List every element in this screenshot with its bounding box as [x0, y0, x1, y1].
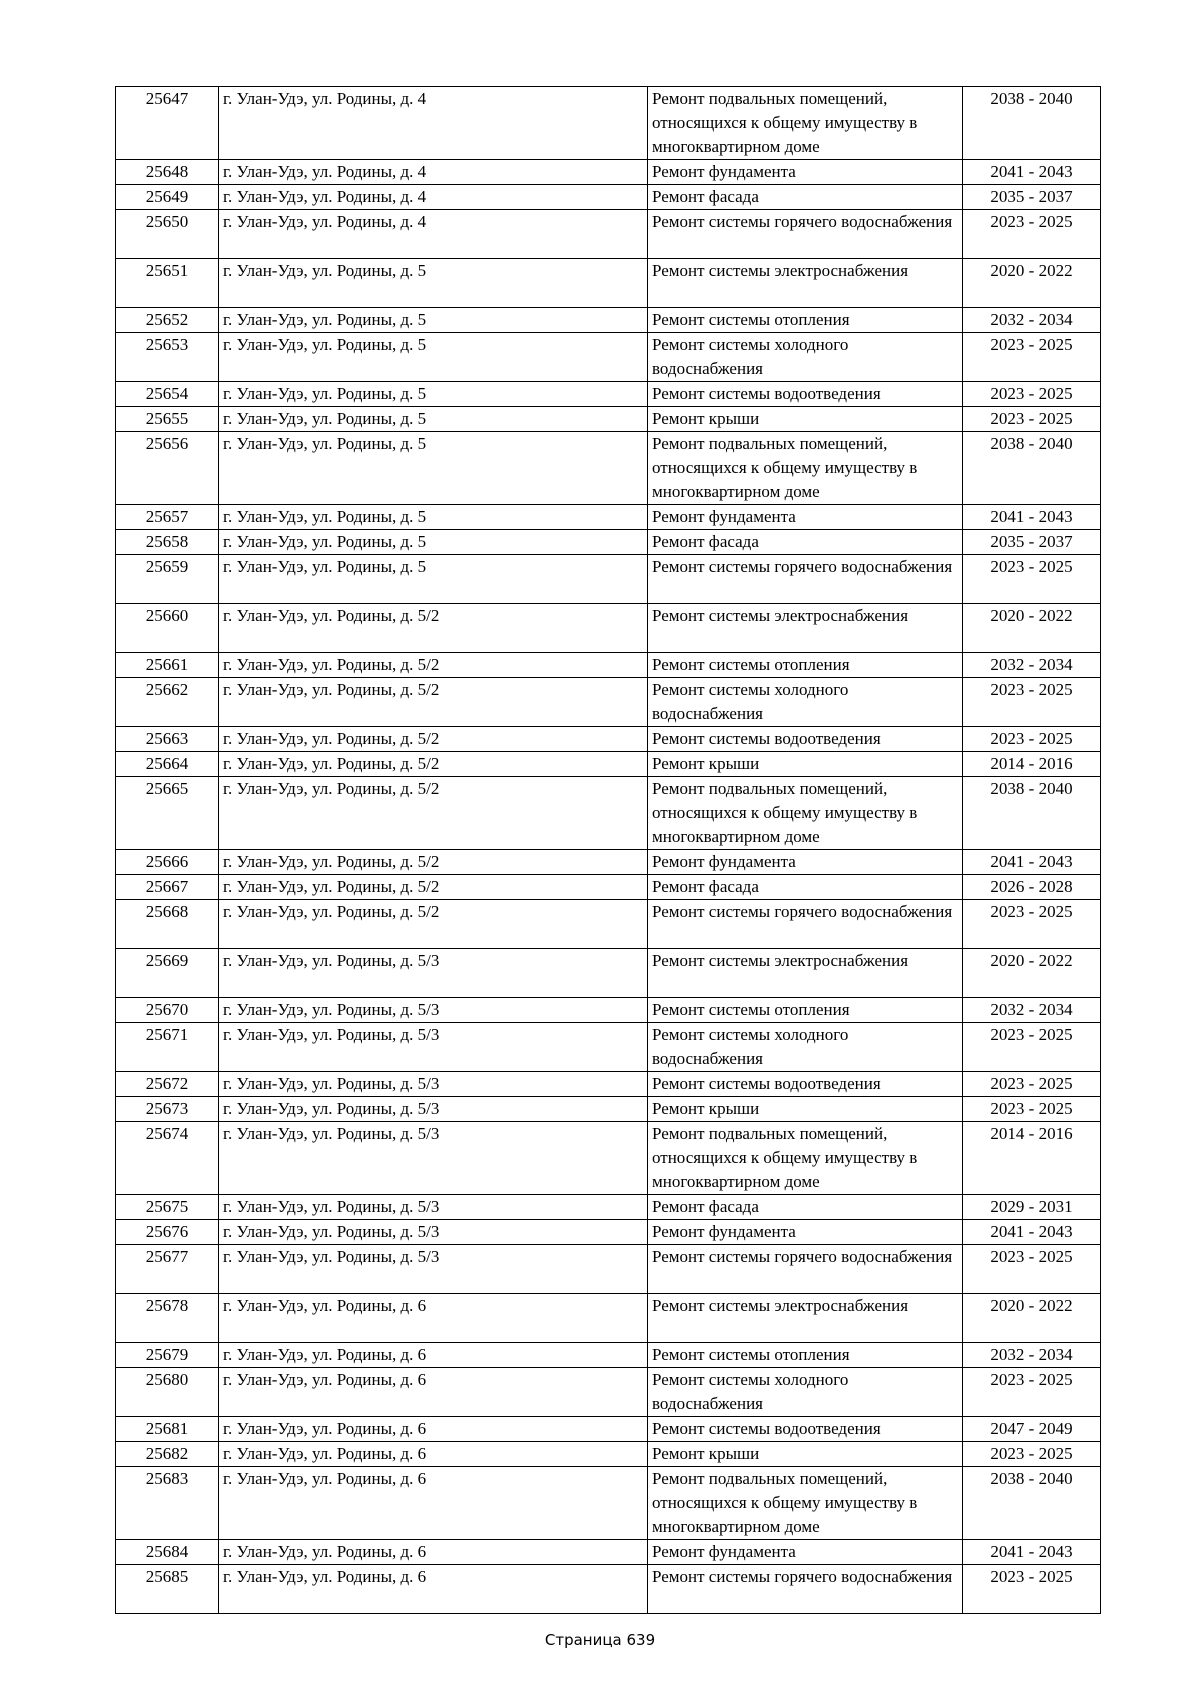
address-cell: г. Улан-Удэ, ул. Родины, д. 5/2	[219, 777, 648, 850]
table-row	[116, 1122, 1101, 1195]
address-cell: г. Улан-Удэ, ул. Родины, д. 6	[219, 1540, 648, 1565]
address-cell: г. Улан-Удэ, ул. Родины, д. 5	[219, 530, 648, 555]
table-row	[116, 949, 1101, 998]
work-type-cell: Ремонт подвальных помещений, относящихся к общему имуществу в многоквартирном доме	[648, 1122, 963, 1195]
row-number-cell: 25652	[116, 308, 219, 333]
row-number-cell: 25666	[116, 850, 219, 875]
years-cell: 2029 - 2031	[963, 1195, 1101, 1220]
years-cell: 2020 - 2022	[963, 259, 1101, 308]
row-number-cell: 25683	[116, 1467, 219, 1540]
table-row	[116, 210, 1101, 259]
work-type-cell: Ремонт крыши	[648, 1442, 963, 1467]
address-cell: г. Улан-Удэ, ул. Родины, д. 5	[219, 308, 648, 333]
row-number-cell: 25654	[116, 382, 219, 407]
address-cell: г. Улан-Удэ, ул. Родины, д. 6	[219, 1294, 648, 1343]
table-row	[116, 875, 1101, 900]
years-cell: 2038 - 2040	[963, 432, 1101, 505]
table-row	[116, 530, 1101, 555]
address-cell: г. Улан-Удэ, ул. Родины, д. 4	[219, 160, 648, 185]
table-row	[116, 259, 1101, 308]
years-cell: 2023 - 2025	[963, 1072, 1101, 1097]
years-cell: 2023 - 2025	[963, 727, 1101, 752]
row-number-cell: 25673	[116, 1097, 219, 1122]
address-cell: г. Улан-Удэ, ул. Родины, д. 6	[219, 1368, 648, 1417]
table-row	[116, 1368, 1101, 1417]
years-cell: 2023 - 2025	[963, 900, 1101, 949]
row-number-cell: 25649	[116, 185, 219, 210]
table-row	[116, 752, 1101, 777]
work-type-cell: Ремонт фундамента	[648, 1220, 963, 1245]
work-type-cell: Ремонт крыши	[648, 407, 963, 432]
row-number-cell: 25684	[116, 1540, 219, 1565]
table-row	[116, 185, 1101, 210]
address-cell: г. Улан-Удэ, ул. Родины, д. 4	[219, 87, 648, 160]
years-cell: 2020 - 2022	[963, 604, 1101, 653]
address-cell: г. Улан-Удэ, ул. Родины, д. 4	[219, 185, 648, 210]
row-number-cell: 25665	[116, 777, 219, 850]
table-row	[116, 87, 1101, 160]
row-number-cell: 25651	[116, 259, 219, 308]
years-cell: 2047 - 2049	[963, 1417, 1101, 1442]
work-type-cell: Ремонт системы горячего водоснабжения	[648, 1245, 963, 1294]
row-number-cell: 25648	[116, 160, 219, 185]
work-type-cell: Ремонт системы горячего водоснабжения	[648, 1565, 963, 1614]
address-cell: г. Улан-Удэ, ул. Родины, д. 5/3	[219, 1122, 648, 1195]
row-number-cell: 25667	[116, 875, 219, 900]
work-type-cell: Ремонт фундамента	[648, 1540, 963, 1565]
table-row	[116, 1195, 1101, 1220]
row-number-cell: 25653	[116, 333, 219, 382]
address-cell: г. Улан-Удэ, ул. Родины, д. 5/2	[219, 900, 648, 949]
years-cell: 2023 - 2025	[963, 1245, 1101, 1294]
work-type-cell: Ремонт системы горячего водоснабжения	[648, 210, 963, 259]
work-type-cell: Ремонт системы холодного водоснабжения	[648, 678, 963, 727]
address-cell: г. Улан-Удэ, ул. Родины, д. 5	[219, 382, 648, 407]
address-cell: г. Улан-Удэ, ул. Родины, д. 5/3	[219, 1072, 648, 1097]
years-cell: 2023 - 2025	[963, 678, 1101, 727]
address-cell: г. Улан-Удэ, ул. Родины, д. 5	[219, 432, 648, 505]
work-type-cell: Ремонт системы холодного водоснабжения	[648, 1368, 963, 1417]
work-type-cell: Ремонт фундамента	[648, 160, 963, 185]
table-row	[116, 678, 1101, 727]
work-type-cell: Ремонт системы электроснабжения	[648, 949, 963, 998]
work-type-cell: Ремонт системы отопления	[648, 1343, 963, 1368]
row-number-cell: 25647	[116, 87, 219, 160]
years-cell: 2041 - 2043	[963, 1220, 1101, 1245]
row-number-cell: 25677	[116, 1245, 219, 1294]
work-type-cell: Ремонт фасада	[648, 530, 963, 555]
address-cell: г. Улан-Удэ, ул. Родины, д. 5	[219, 407, 648, 432]
address-cell: г. Улан-Удэ, ул. Родины, д. 6	[219, 1442, 648, 1467]
years-cell: 2038 - 2040	[963, 777, 1101, 850]
address-cell: г. Улан-Удэ, ул. Родины, д. 6	[219, 1343, 648, 1368]
work-type-cell: Ремонт системы электроснабжения	[648, 259, 963, 308]
row-number-cell: 25675	[116, 1195, 219, 1220]
years-cell: 2023 - 2025	[963, 333, 1101, 382]
work-type-cell: Ремонт подвальных помещений, относящихся к общему имуществу в многоквартирном доме	[648, 432, 963, 505]
work-type-cell: Ремонт фасада	[648, 1195, 963, 1220]
page-number: Страница 639	[544, 1631, 656, 1649]
row-number-cell: 25671	[116, 1023, 219, 1072]
table-row	[116, 900, 1101, 949]
table-row	[116, 653, 1101, 678]
work-type-cell: Ремонт фундамента	[648, 505, 963, 530]
years-cell: 2038 - 2040	[963, 1467, 1101, 1540]
work-type-cell: Ремонт системы холодного водоснабжения	[648, 333, 963, 382]
row-number-cell: 25664	[116, 752, 219, 777]
row-number-cell: 25672	[116, 1072, 219, 1097]
years-cell: 2026 - 2028	[963, 875, 1101, 900]
address-cell: г. Улан-Удэ, ул. Родины, д. 6	[219, 1565, 648, 1614]
work-type-cell: Ремонт крыши	[648, 752, 963, 777]
years-cell: 2032 - 2034	[963, 308, 1101, 333]
address-cell: г. Улан-Удэ, ул. Родины, д. 4	[219, 210, 648, 259]
years-cell: 2023 - 2025	[963, 1565, 1101, 1614]
work-type-cell: Ремонт системы электроснабжения	[648, 1294, 963, 1343]
table-row	[116, 1245, 1101, 1294]
address-cell: г. Улан-Удэ, ул. Родины, д. 5/3	[219, 1097, 648, 1122]
row-number-cell: 25676	[116, 1220, 219, 1245]
years-cell: 2020 - 2022	[963, 1294, 1101, 1343]
table-row	[116, 727, 1101, 752]
years-cell: 2041 - 2043	[963, 505, 1101, 530]
table-row	[116, 1220, 1101, 1245]
years-cell: 2035 - 2037	[963, 185, 1101, 210]
years-cell: 2023 - 2025	[963, 210, 1101, 259]
work-type-cell: Ремонт системы горячего водоснабжения	[648, 900, 963, 949]
work-type-cell: Ремонт системы водоотведения	[648, 1072, 963, 1097]
table-row	[116, 850, 1101, 875]
address-cell: г. Улан-Удэ, ул. Родины, д. 5/2	[219, 604, 648, 653]
table-row	[116, 1023, 1101, 1072]
row-number-cell: 25655	[116, 407, 219, 432]
table-row	[116, 1417, 1101, 1442]
address-cell: г. Улан-Удэ, ул. Родины, д. 5/3	[219, 1195, 648, 1220]
years-cell: 2041 - 2043	[963, 1540, 1101, 1565]
years-cell: 2041 - 2043	[963, 850, 1101, 875]
address-cell: г. Улан-Удэ, ул. Родины, д. 5	[219, 505, 648, 530]
years-cell: 2023 - 2025	[963, 407, 1101, 432]
table-row	[116, 1294, 1101, 1343]
table-row	[116, 777, 1101, 850]
address-cell: г. Улан-Удэ, ул. Родины, д. 5/2	[219, 727, 648, 752]
work-type-cell: Ремонт системы отопления	[648, 308, 963, 333]
work-type-cell: Ремонт подвальных помещений, относящихся к общему имуществу в многоквартирном доме	[648, 87, 963, 160]
address-cell: г. Улан-Удэ, ул. Родины, д. 5/2	[219, 653, 648, 678]
address-cell: г. Улан-Удэ, ул. Родины, д. 5/3	[219, 1220, 648, 1245]
table-row	[116, 1097, 1101, 1122]
table-row	[116, 160, 1101, 185]
work-type-cell: Ремонт системы холодного водоснабжения	[648, 1023, 963, 1072]
years-cell: 2023 - 2025	[963, 1368, 1101, 1417]
years-cell: 2023 - 2025	[963, 555, 1101, 604]
years-cell: 2023 - 2025	[963, 382, 1101, 407]
work-type-cell: Ремонт системы отопления	[648, 653, 963, 678]
row-number-cell: 25668	[116, 900, 219, 949]
address-cell: г. Улан-Удэ, ул. Родины, д. 5/2	[219, 752, 648, 777]
table-row	[116, 1540, 1101, 1565]
table-row	[116, 998, 1101, 1023]
repair-schedule-table	[115, 86, 1101, 1614]
address-cell: г. Улан-Удэ, ул. Родины, д. 5	[219, 555, 648, 604]
work-type-cell: Ремонт подвальных помещений, относящихся к общему имуществу в многоквартирном доме	[648, 1467, 963, 1540]
row-number-cell: 25678	[116, 1294, 219, 1343]
row-number-cell: 25682	[116, 1442, 219, 1467]
table-row	[116, 505, 1101, 530]
row-number-cell: 25680	[116, 1368, 219, 1417]
work-type-cell: Ремонт системы горячего водоснабжения	[648, 555, 963, 604]
row-number-cell: 25669	[116, 949, 219, 998]
row-number-cell: 25685	[116, 1565, 219, 1614]
years-cell: 2014 - 2016	[963, 752, 1101, 777]
work-type-cell: Ремонт системы электроснабжения	[648, 604, 963, 653]
address-cell: г. Улан-Удэ, ул. Родины, д. 5/3	[219, 1023, 648, 1072]
address-cell: г. Улан-Удэ, ул. Родины, д. 5/3	[219, 1245, 648, 1294]
work-type-cell: Ремонт подвальных помещений, относящихся к общему имуществу в многоквартирном доме	[648, 777, 963, 850]
row-number-cell: 25650	[116, 210, 219, 259]
address-cell: г. Улан-Удэ, ул. Родины, д. 6	[219, 1467, 648, 1540]
row-number-cell: 25659	[116, 555, 219, 604]
years-cell: 2032 - 2034	[963, 998, 1101, 1023]
table-row	[116, 1467, 1101, 1540]
work-type-cell: Ремонт системы водоотведения	[648, 1417, 963, 1442]
row-number-cell: 25679	[116, 1343, 219, 1368]
years-cell: 2041 - 2043	[963, 160, 1101, 185]
row-number-cell: 25663	[116, 727, 219, 752]
row-number-cell: 25681	[116, 1417, 219, 1442]
address-cell: г. Улан-Удэ, ул. Родины, д. 5/2	[219, 850, 648, 875]
work-type-cell: Ремонт фасада	[648, 875, 963, 900]
years-cell: 2035 - 2037	[963, 530, 1101, 555]
work-type-cell: Ремонт фасада	[648, 185, 963, 210]
table-row	[116, 1343, 1101, 1368]
table-row	[116, 555, 1101, 604]
table-row	[116, 1565, 1101, 1614]
table-row	[116, 1442, 1101, 1467]
work-type-cell: Ремонт системы отопления	[648, 998, 963, 1023]
address-cell: г. Улан-Удэ, ул. Родины, д. 5/3	[219, 998, 648, 1023]
table-body	[116, 87, 1101, 1614]
row-number-cell: 25656	[116, 432, 219, 505]
work-type-cell: Ремонт фундамента	[648, 850, 963, 875]
address-cell: г. Улан-Удэ, ул. Родины, д. 5/3	[219, 949, 648, 998]
address-cell: г. Улан-Удэ, ул. Родины, д. 6	[219, 1417, 648, 1442]
work-type-cell: Ремонт системы водоотведения	[648, 727, 963, 752]
row-number-cell: 25658	[116, 530, 219, 555]
years-cell: 2038 - 2040	[963, 87, 1101, 160]
row-number-cell: 25674	[116, 1122, 219, 1195]
table-row	[116, 333, 1101, 382]
address-cell: г. Улан-Удэ, ул. Родины, д. 5	[219, 259, 648, 308]
years-cell: 2020 - 2022	[963, 949, 1101, 998]
table-row	[116, 382, 1101, 407]
work-type-cell: Ремонт системы водоотведения	[648, 382, 963, 407]
years-cell: 2014 - 2016	[963, 1122, 1101, 1195]
row-number-cell: 25660	[116, 604, 219, 653]
table-row	[116, 604, 1101, 653]
row-number-cell: 25670	[116, 998, 219, 1023]
table-row	[116, 1072, 1101, 1097]
address-cell: г. Улан-Удэ, ул. Родины, д. 5/2	[219, 678, 648, 727]
years-cell: 2032 - 2034	[963, 653, 1101, 678]
address-cell: г. Улан-Удэ, ул. Родины, д. 5/2	[219, 875, 648, 900]
row-number-cell: 25661	[116, 653, 219, 678]
address-cell: г. Улан-Удэ, ул. Родины, д. 5	[219, 333, 648, 382]
years-cell: 2023 - 2025	[963, 1442, 1101, 1467]
years-cell: 2023 - 2025	[963, 1023, 1101, 1072]
table-row	[116, 407, 1101, 432]
table-row	[116, 432, 1101, 505]
years-cell: 2032 - 2034	[963, 1343, 1101, 1368]
table-row	[116, 308, 1101, 333]
row-number-cell: 25662	[116, 678, 219, 727]
years-cell: 2023 - 2025	[963, 1097, 1101, 1122]
row-number-cell: 25657	[116, 505, 219, 530]
work-type-cell: Ремонт крыши	[648, 1097, 963, 1122]
